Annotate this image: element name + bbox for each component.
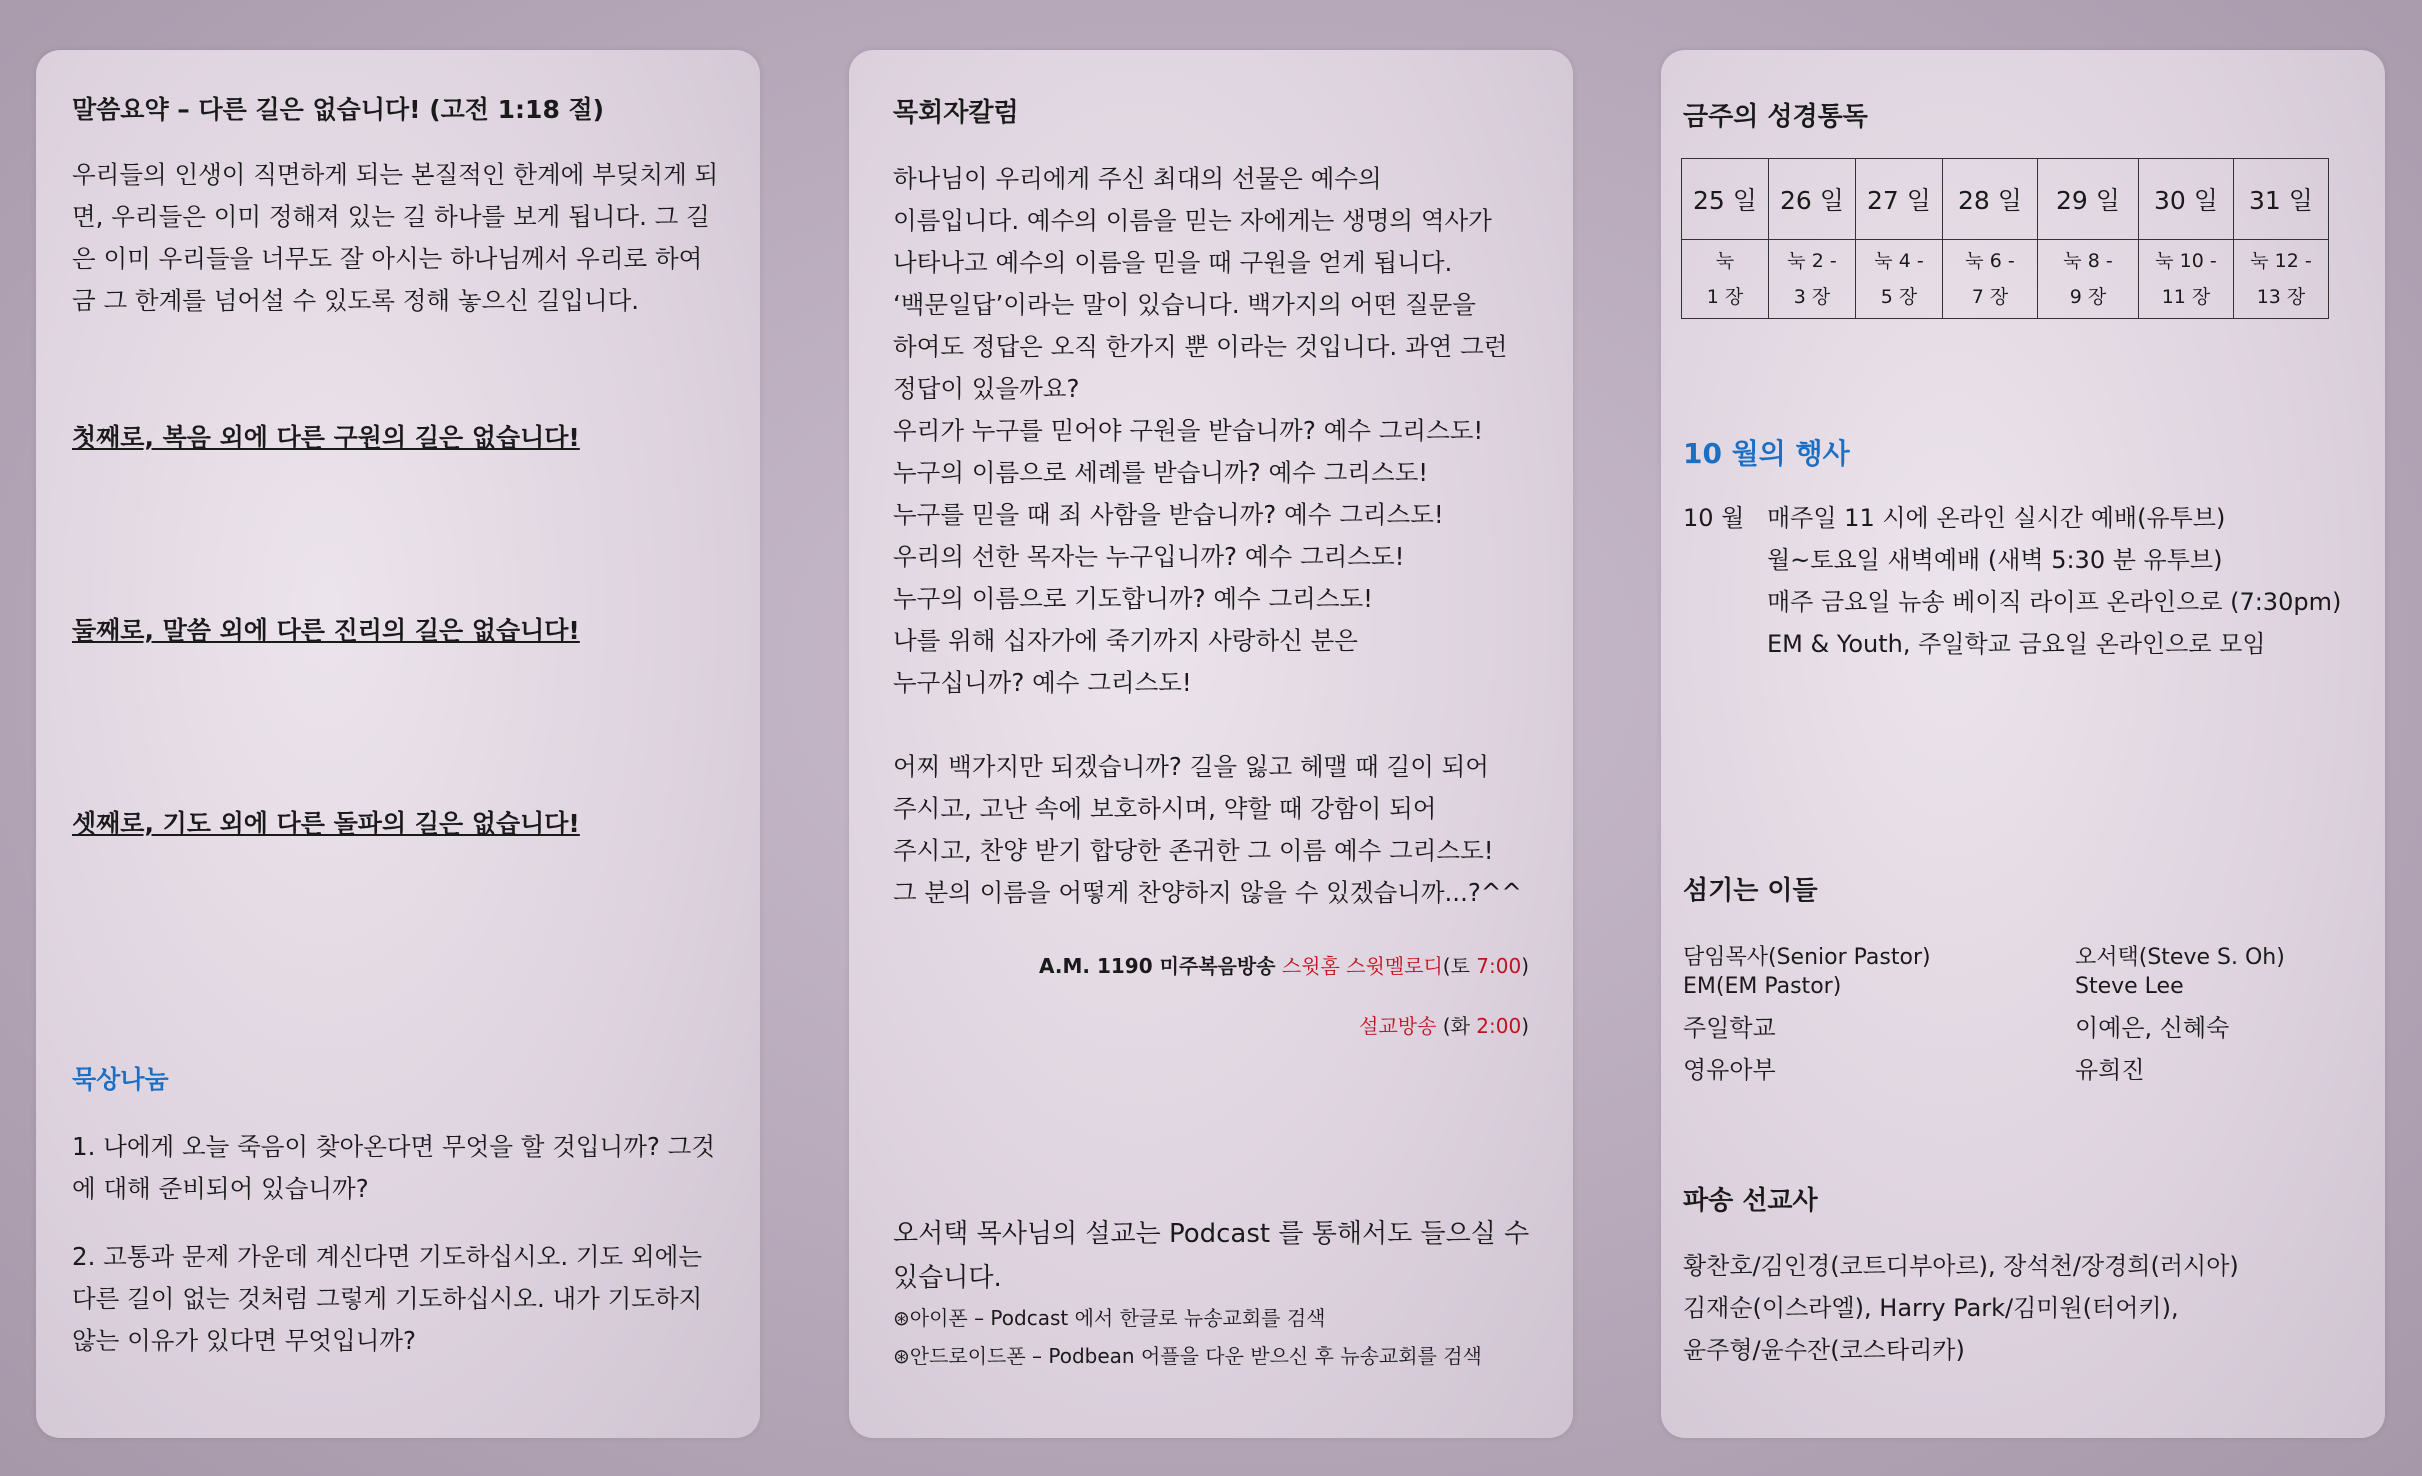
bible-chapter-cell: 눅 4 - 5 장 — [1856, 240, 1943, 319]
bible-reading-title: 금주의 성경통독 — [1683, 102, 1868, 132]
server-role: EM(EM Pastor) — [1683, 974, 1842, 999]
pastor-column-title: 목회자칼럼 — [893, 98, 1019, 128]
server-role: 주일학교 — [1683, 1014, 1776, 1042]
missionary-line: 윤주형/윤수잔(코스타리카) — [1683, 1336, 1965, 1364]
bible-day-cell: 29 일 — [2038, 159, 2139, 240]
server-role: 영유아부 — [1683, 1056, 1776, 1084]
sermon-program: 설교방송 — [1359, 1014, 1437, 1038]
sermon-time: 2:00 — [1476, 1014, 1522, 1038]
bible-day-cell: 30 일 — [2139, 159, 2234, 240]
meditation-title: 묵상나눔 — [72, 1065, 169, 1094]
servers-title: 섬기는 이들 — [1683, 876, 1818, 906]
bible-chapter-cell: 눅 10 - 11 장 — [2139, 240, 2234, 319]
event-item: 매주 금요일 뉴송 베이직 라이프 온라인으로 (7:30pm) — [1767, 588, 2342, 616]
sermon-point-3: 셋째로, 기도 외에 다른 돌파의 길은 없습니다! — [72, 809, 580, 838]
church-info-panel — [1661, 50, 2385, 1438]
bible-chapter-cell: 눅 8 - 9 장 — [2038, 240, 2139, 319]
sermon-broadcast-line — [1359, 1010, 1529, 1039]
server-name: 유희진 — [2075, 1056, 2145, 1084]
server-name: Steve Lee — [2075, 974, 2184, 999]
radio-close: ) — [1521, 954, 1529, 978]
events-month: 10 월 — [1683, 504, 1745, 532]
missionary-line: 김재순(이스라엘), Harry Park/김미원(터어키), — [1683, 1294, 2179, 1322]
radio-day: (토 — [1442, 954, 1470, 978]
bible-chapter-cell: 눅 6 - 7 장 — [1943, 240, 2038, 319]
event-item: 월~토요일 새벽예배 (새벽 5:30 분 유투브) — [1767, 546, 2223, 574]
server-role: 담임목사(Senior Pastor) — [1683, 945, 1931, 970]
podcast-android: ⊛안드로이드폰 – Podbean 어플을 다운 받으신 후 뉴송교회를 검색 — [893, 1344, 1482, 1368]
pastor-column-panel — [849, 50, 1573, 1438]
bible-reading-table — [1681, 158, 2329, 319]
missionaries-title: 파송 선교사 — [1683, 1186, 1818, 1216]
sermon-summary-panel — [36, 50, 760, 1438]
bible-day-cell: 26 일 — [1769, 159, 1856, 240]
meditation-question-1: 1. 나에게 오늘 죽음이 찾아온다면 무엇을 할 것입니까? 그것에 대해 준비되어 있습니까? — [72, 1132, 716, 1203]
bible-chapter-cell: 눅 12 - 13 장 — [2234, 240, 2329, 319]
bible-chapter-cell: 눅 2 - 3 장 — [1769, 240, 1856, 319]
pastor-column-body: 하나님이 우리에게 주신 최대의 선물은 예수의 이름입니다. 예수의 이름을 믿는 자에게는 생명의 역사가 나타나고 예수의 이름을 믿을 때 구원을 얻게 됩니다. ‘백문일답’이라는 말이 있습니다. 백가지의 어떤 질문을 하여도 정답은 오직 한가지 뿐 이라는 것입니다. 과연 그런 정답이 있을까요? 우리가 누구를 믿어야 구원을 받습니까? 예수 그리스도! 누구의 이름으로 세례를 받습니까? 예수 그리스도! 누구를 믿을 때 죄 사함을 받습니까? 예수 그리스도! 우리의 선한 목자는 누구입니까? 예수 그리스도! 누구의 이름으로 기도합니까? 예수 그리스도! 나를 위해 십자가에 죽기까지 사랑하신 분은 누구십니까? 예수 그리스도! 어찌 백가지만 되겠습니까? 길을 잃고 헤맬 때 길이 되어 주시고, 고난 속에 보호하시며, 약할 때 강함이 되어 주시고, 찬양 받기 합당한 존귀한 그 이름 예수 그리스도! 그 분의 이름을 어떻게 찬양하지 않을 수 있겠습니까...?^^ — [893, 164, 1522, 907]
meditation-question-2: 2. 고통과 문제 가운데 계신다면 기도하십시오. 기도 외에는 다른 길이 없는 것처럼 그렇게 기도하십시오. 내가 기도하지 않는 이유가 있다면 무엇입니까? — [72, 1242, 703, 1355]
podcast-iphone: ⊛아이폰 – Podcast 에서 한글로 뉴송교회를 검색 — [893, 1306, 1326, 1330]
bible-chapters-row — [1682, 240, 2329, 319]
bible-day-cell: 25 일 — [1682, 159, 1769, 240]
bible-days-row — [1682, 159, 2329, 240]
radio-program: 스윗홈 스윗멜로디 — [1281, 954, 1443, 978]
event-item: EM & Youth, 주일학교 금요일 온라인으로 모임 — [1767, 630, 2266, 658]
sermon-day: (화 — [1442, 1014, 1470, 1038]
sermon-summary-title: 말씀요약 – 다른 길은 없습니다! (고전 1:18 절) — [72, 95, 605, 124]
sermon-point-2: 둘째로, 말씀 외에 다른 진리의 길은 없습니다! — [72, 616, 580, 645]
bible-day-cell: 31 일 — [2234, 159, 2329, 240]
bible-day-cell: 27 일 — [1856, 159, 1943, 240]
events-title: 10 월의 행사 — [1683, 437, 1850, 470]
podcast-notice: 오서택 목사님의 설교는 Podcast 를 통해서도 들으실 수 있습니다. — [893, 1219, 1530, 1293]
bible-chapter-cell: 눅 1 장 — [1682, 240, 1769, 319]
bible-day-cell: 28 일 — [1943, 159, 2038, 240]
sermon-summary-paragraph: 우리들의 인생이 직면하게 되는 본질적인 한계에 부딪치게 되면, 우리들은 이미 정해져 있는 길 하나를 보게 됩니다. 그 길은 이미 우리들을 너무도 잘 아시는 하나님께서 우리로 하여금 그 한계를 넘어설 수 있도록 정해 놓으신 길입니다. — [72, 160, 719, 315]
missionary-line: 황찬호/김인경(코트디부아르), 장석천/장경희(러시아) — [1683, 1252, 2239, 1280]
radio-station: A.M. 1190 미주복음방송 — [1039, 954, 1276, 978]
sermon-point-1: 첫째로, 복음 외에 다른 구원의 길은 없습니다! — [72, 423, 580, 452]
radio-broadcast-line — [1039, 950, 1529, 979]
sermon-close: ) — [1521, 1014, 1529, 1038]
radio-time: 7:00 — [1476, 954, 1522, 978]
server-name: 오서택(Steve S. Oh) — [2075, 945, 2285, 970]
server-name: 이예은, 신혜숙 — [2075, 1014, 2230, 1042]
event-item: 매주일 11 시에 온라인 실시간 예배(유투브) — [1767, 504, 2226, 532]
